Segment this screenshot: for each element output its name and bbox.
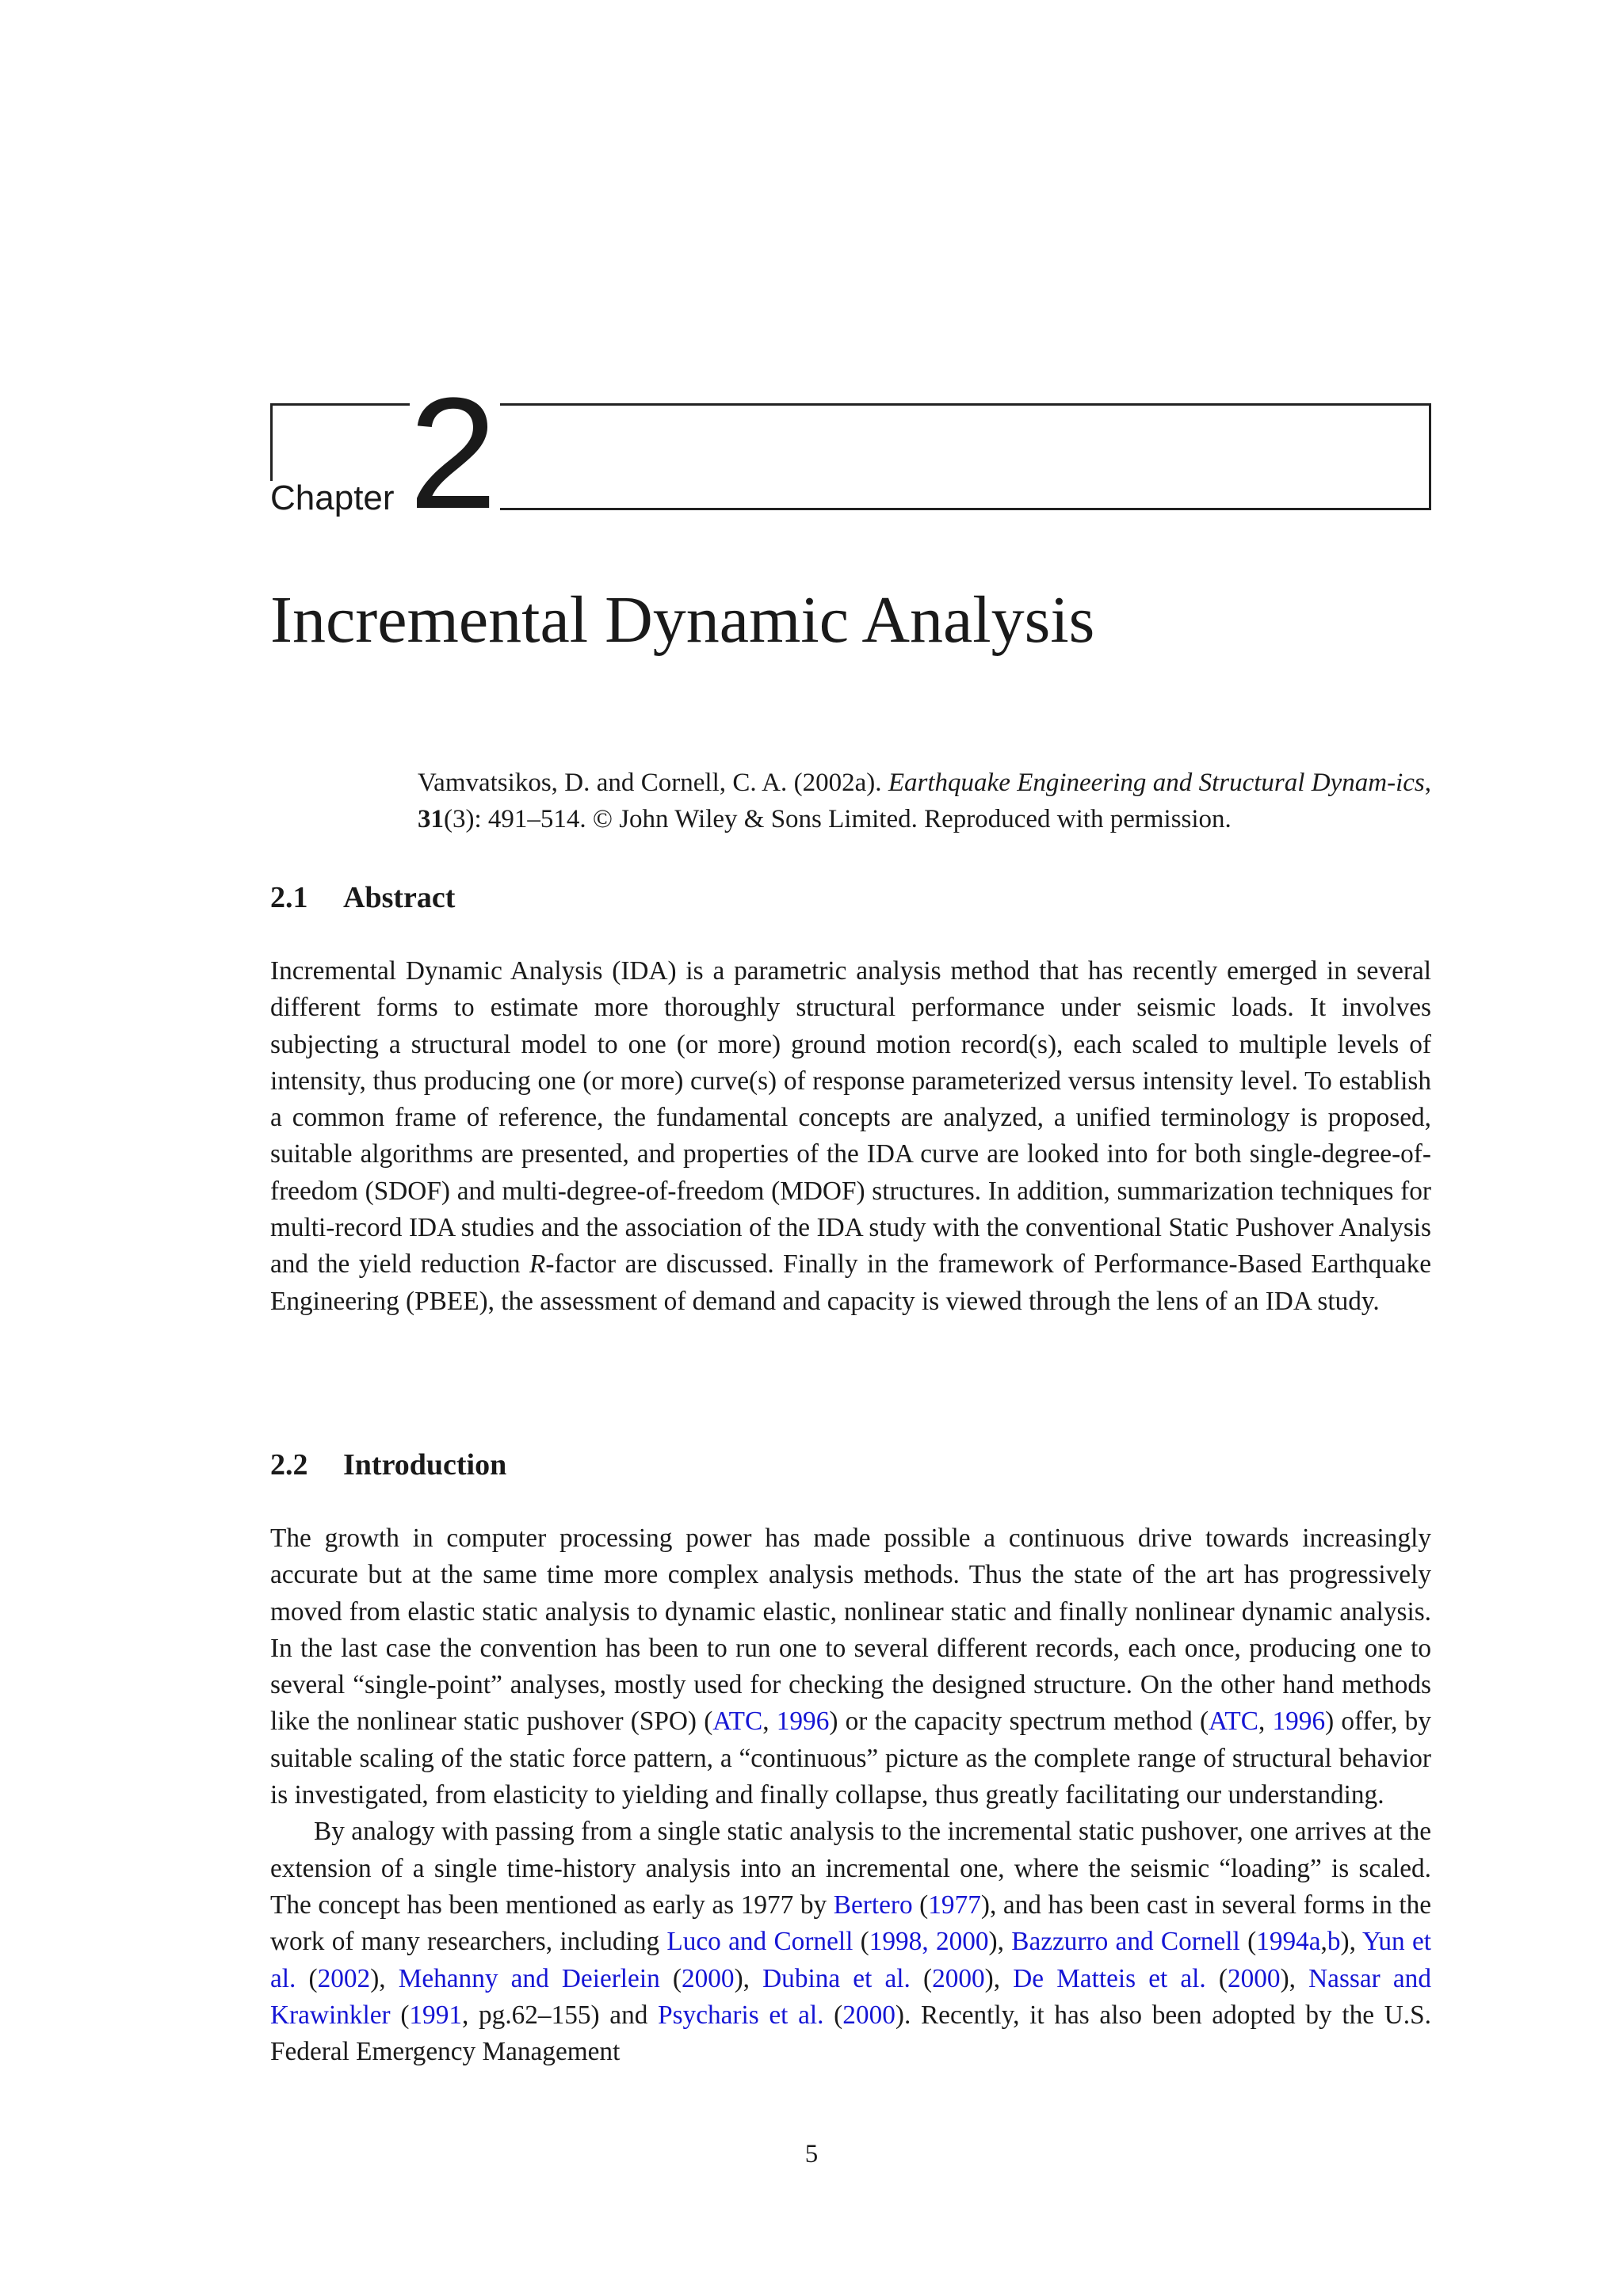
body-text: ( [912,1890,929,1920]
citation-volume: 31 [418,805,444,833]
citation-rest: (3): 491–514. © John Wiley & Sons Limited. Reproduced with permission. [444,805,1232,833]
abstract-r-symbol: R [529,1249,546,1280]
citation-authors: Vamvatsikos, D. and Cornell, C. A. (2002a). [418,769,888,797]
frame-line [500,508,1431,510]
page-number: 5 [804,2140,819,2168]
citation-journal: Earthquake Engineering and Structural Dynam-ics [888,769,1425,797]
citation-link[interactable]: Luco and Cornell [666,1927,854,1957]
chapter-label: Chapter [270,479,395,517]
section-heading-abstract [270,879,455,916]
citation-separator: , [1424,769,1431,797]
citation-link[interactable]: Mehanny and Deierlein [398,1963,660,1993]
body-text: ), [984,1963,1014,1993]
citation-link[interactable]: Bazzurro and Cornell [1011,1927,1240,1957]
introduction-body [270,1520,1431,2070]
citation-link[interactable]: 1994a [1256,1927,1321,1957]
body-text: ( [296,1963,318,1993]
body-text: By analogy with passing from a single static analysis to the incremental static pushover, one arrives at the extension of a single time-history analysis into an incremental one, where the seismic “loading” is scaled. The concept has been mentioned as early as 1977 by [270,1817,1431,1920]
citation-link[interactable]: Yun et al. [270,1927,1431,1993]
body-text: , [762,1707,777,1737]
citation-link[interactable]: b [1327,1927,1341,1957]
citation-link[interactable]: 2002 [317,1963,371,1993]
body-text: The growth in computer processing power has made possible a continuous drive towards increasingly accurate but at the same time more complex analysis methods. Thus the state of the art has progressively moved from elastic static analysis to dynamic elastic, nonlinear static and finally nonlinear dynamic analysis. In the last case the convention has been to run one to several different records, each once, producing one to several “single-point” analyses, mostly used for checking the designed structure. On the other hand methods like the nonlinear static pushover (SPO) ( [270,1524,1431,1737]
section-heading-introduction [270,1447,506,1483]
section-title: Introduction [343,1448,507,1482]
body-text: , [1258,1707,1273,1737]
body-text: ) or the capacity spectrum method ( [829,1707,1209,1737]
abstract-text: -factor are discussed. Finally in the framework of Performance-Based Earthquake Engineering (PBEE), the assessment of demand and capacity is viewed through the lens of an IDA study. [270,1249,1432,1316]
citation-link[interactable]: 1996 [776,1707,830,1737]
body-text: ) offer, by suitable scaling of the static force pattern, a “continuous” picture as the complete range of structural behavior is investigated, from elasticity to yielding and finally collapse, thus greatly facilitating our understanding. [270,1707,1431,1810]
citation-link[interactable]: Bertero [833,1890,913,1920]
citation-link[interactable]: Psycharis et al. [658,2000,824,2030]
body-text: ( [390,2000,410,2030]
citation-link[interactable]: ATC [1209,1707,1258,1737]
citation-link[interactable]: 1996 [1272,1707,1326,1737]
citation-link[interactable]: Dubina et al. [762,1963,911,1993]
body-text: ), [1280,1963,1309,1993]
citation-link[interactable]: 1991 [409,2000,462,2030]
citation-link[interactable]: 1977 [928,1890,981,1920]
citation-note [418,765,1431,837]
body-text: ). Recently, it has also been adopted by the U.S. Federal Emergency Management [270,2000,1431,2067]
citation-link[interactable]: ATC [712,1707,763,1737]
body-text: ( [853,1927,869,1957]
frame-line [270,403,273,481]
body-text: ), and has been cast in several forms in the work of many researchers, including [270,1890,1431,1957]
body-text: , pg.62–155) and [462,2000,659,2030]
citation-link[interactable]: Nassar and Krawinkler [270,1963,1431,2030]
body-text: ( [823,2000,843,2030]
body-text: , [1320,1927,1327,1957]
body-text: ), [1340,1927,1362,1957]
citation-link[interactable]: 2000 [932,1963,985,1993]
frame-line [500,403,1431,406]
abstract-text: Incremental Dynamic Analysis (IDA) is a parametric analysis method that has recently emerged in several different forms to estimate more thoroughly structural performance under seismic loads. It involves subjecting a structural model to one (or more) ground motion record(s), each scaled to multiple levels of intensity, thus producing one (or more) curve(s) of response parameterized versus intensity level. To establish a common frame of reference, the fundamental concepts are analyzed, a unified terminology is proposed, suitable algorithms are presented, and properties of the IDA curve are looked into for both single-degree-of-freedom (SDOF) and multi-degree-of-freedom (MDOF) structures. In addition, summarization techniques for multi-record IDA studies and the association of the IDA study with the conventional Static Pushover Analysis and the yield reduction [270,956,1431,1280]
body-text: ), [370,1963,399,1993]
frame-line [270,403,410,406]
section-number: 2.1 [270,881,308,914]
section-title: Abstract [343,881,456,914]
section-number: 2.2 [270,1448,308,1482]
citation-link[interactable]: 2000 [842,2000,896,2030]
body-text: ( [1239,1927,1257,1957]
intro-paragraph-1 [270,1520,1431,1814]
citation-link[interactable]: De Matteis et al. [1013,1963,1206,1993]
body-text: ( [910,1963,933,1993]
frame-line [1429,403,1431,510]
citation-link[interactable]: 2000 [1227,1963,1281,1993]
chapter-number: 2 [409,365,498,542]
citation-link[interactable]: 2000 [681,1963,735,1993]
body-text: ( [1205,1963,1228,1993]
chapter-title: Incremental Dynamic Analysis [270,583,1095,657]
abstract-paragraph [270,953,1431,1320]
body-text: ( [659,1963,682,1993]
citation-link[interactable]: 1998, 2000 [869,1927,989,1957]
body-text: ), [988,1927,1012,1957]
body-text: ), [734,1963,763,1993]
intro-paragraph-2 [270,1814,1431,2070]
